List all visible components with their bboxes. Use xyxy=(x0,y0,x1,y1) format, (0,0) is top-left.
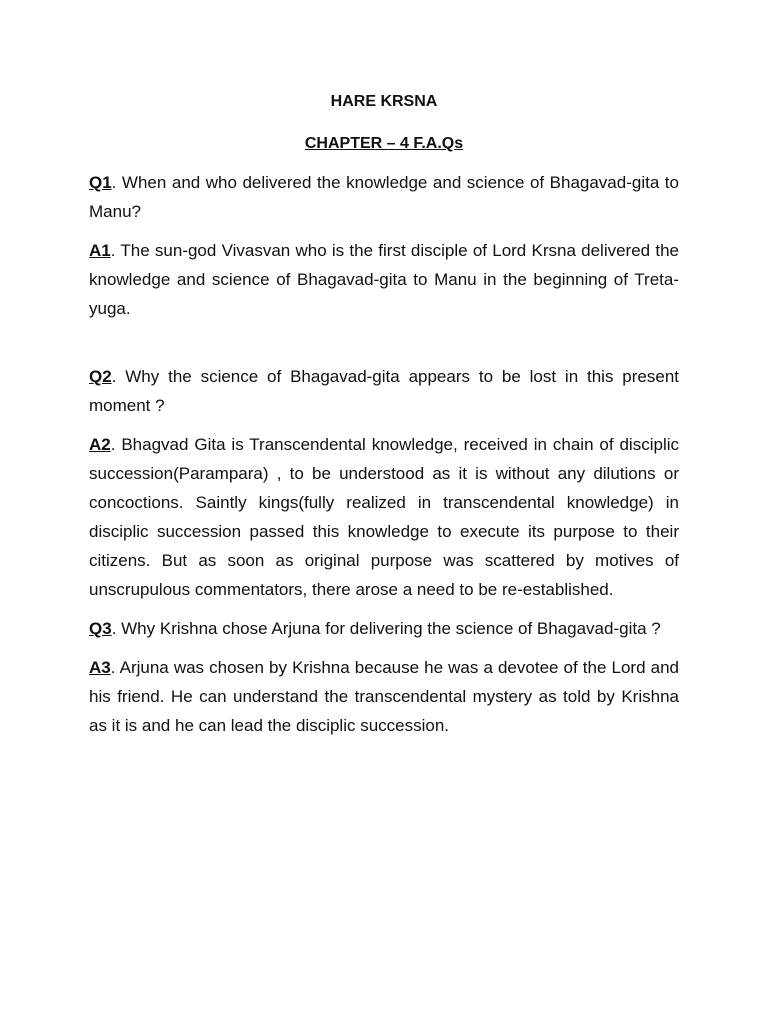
answer-text: . Bhagvad Gita is Transcendental knowledge, received in chain of disciplic succession(Parampara) , to be understood as it is without any dilutions or concoctions. Saintly kings(fully realized in transcendental knowledge) in disciplic succession passed this knowledge to execute its purpose to their citizens. But as soon as original purpose was scattered by motives of unscrupulous commentators, there arose a need to be re-established. xyxy=(89,435,679,599)
question-label: Q1 xyxy=(89,173,112,192)
question-text: . When and who delivered the knowledge and science of Bhagavad-gita to Manu? xyxy=(89,173,679,221)
question-text: . Why Krishna chose Arjuna for delivering the science of Bhagavad-gita ? xyxy=(111,619,661,638)
answer-1 xyxy=(89,236,679,323)
answer-3 xyxy=(89,653,679,740)
question-label: Q3 xyxy=(89,619,112,638)
question-3 xyxy=(89,614,679,643)
question-label: Q2 xyxy=(89,367,112,386)
answer-text: . The sun-god Vivasvan who is the first disciple of Lord Krsna delivered the knowledge and science of Bhagavad-gita to Manu in the beginning of Treta-yuga. xyxy=(89,241,679,318)
answer-label: A1 xyxy=(89,241,111,260)
question-1 xyxy=(89,168,679,226)
question-text: . Why the science of Bhagavad-gita appears to be lost in this present moment ? xyxy=(89,367,679,415)
answer-label: A2 xyxy=(89,435,111,454)
answer-label: A3 xyxy=(89,658,111,677)
document-subtitle: CHAPTER – 4 F.A.Qs xyxy=(304,135,464,152)
answer-text: . Arjuna was chosen by Krishna because he was a devotee of the Lord and his friend. He can understand the transcendental mystery as told by Krishna as it is and he can lead the disciplic succession. xyxy=(89,658,679,735)
answer-2 xyxy=(89,430,679,604)
document-page xyxy=(89,90,679,740)
document-title: HARE KRSNA xyxy=(330,93,438,110)
question-2 xyxy=(89,362,679,420)
